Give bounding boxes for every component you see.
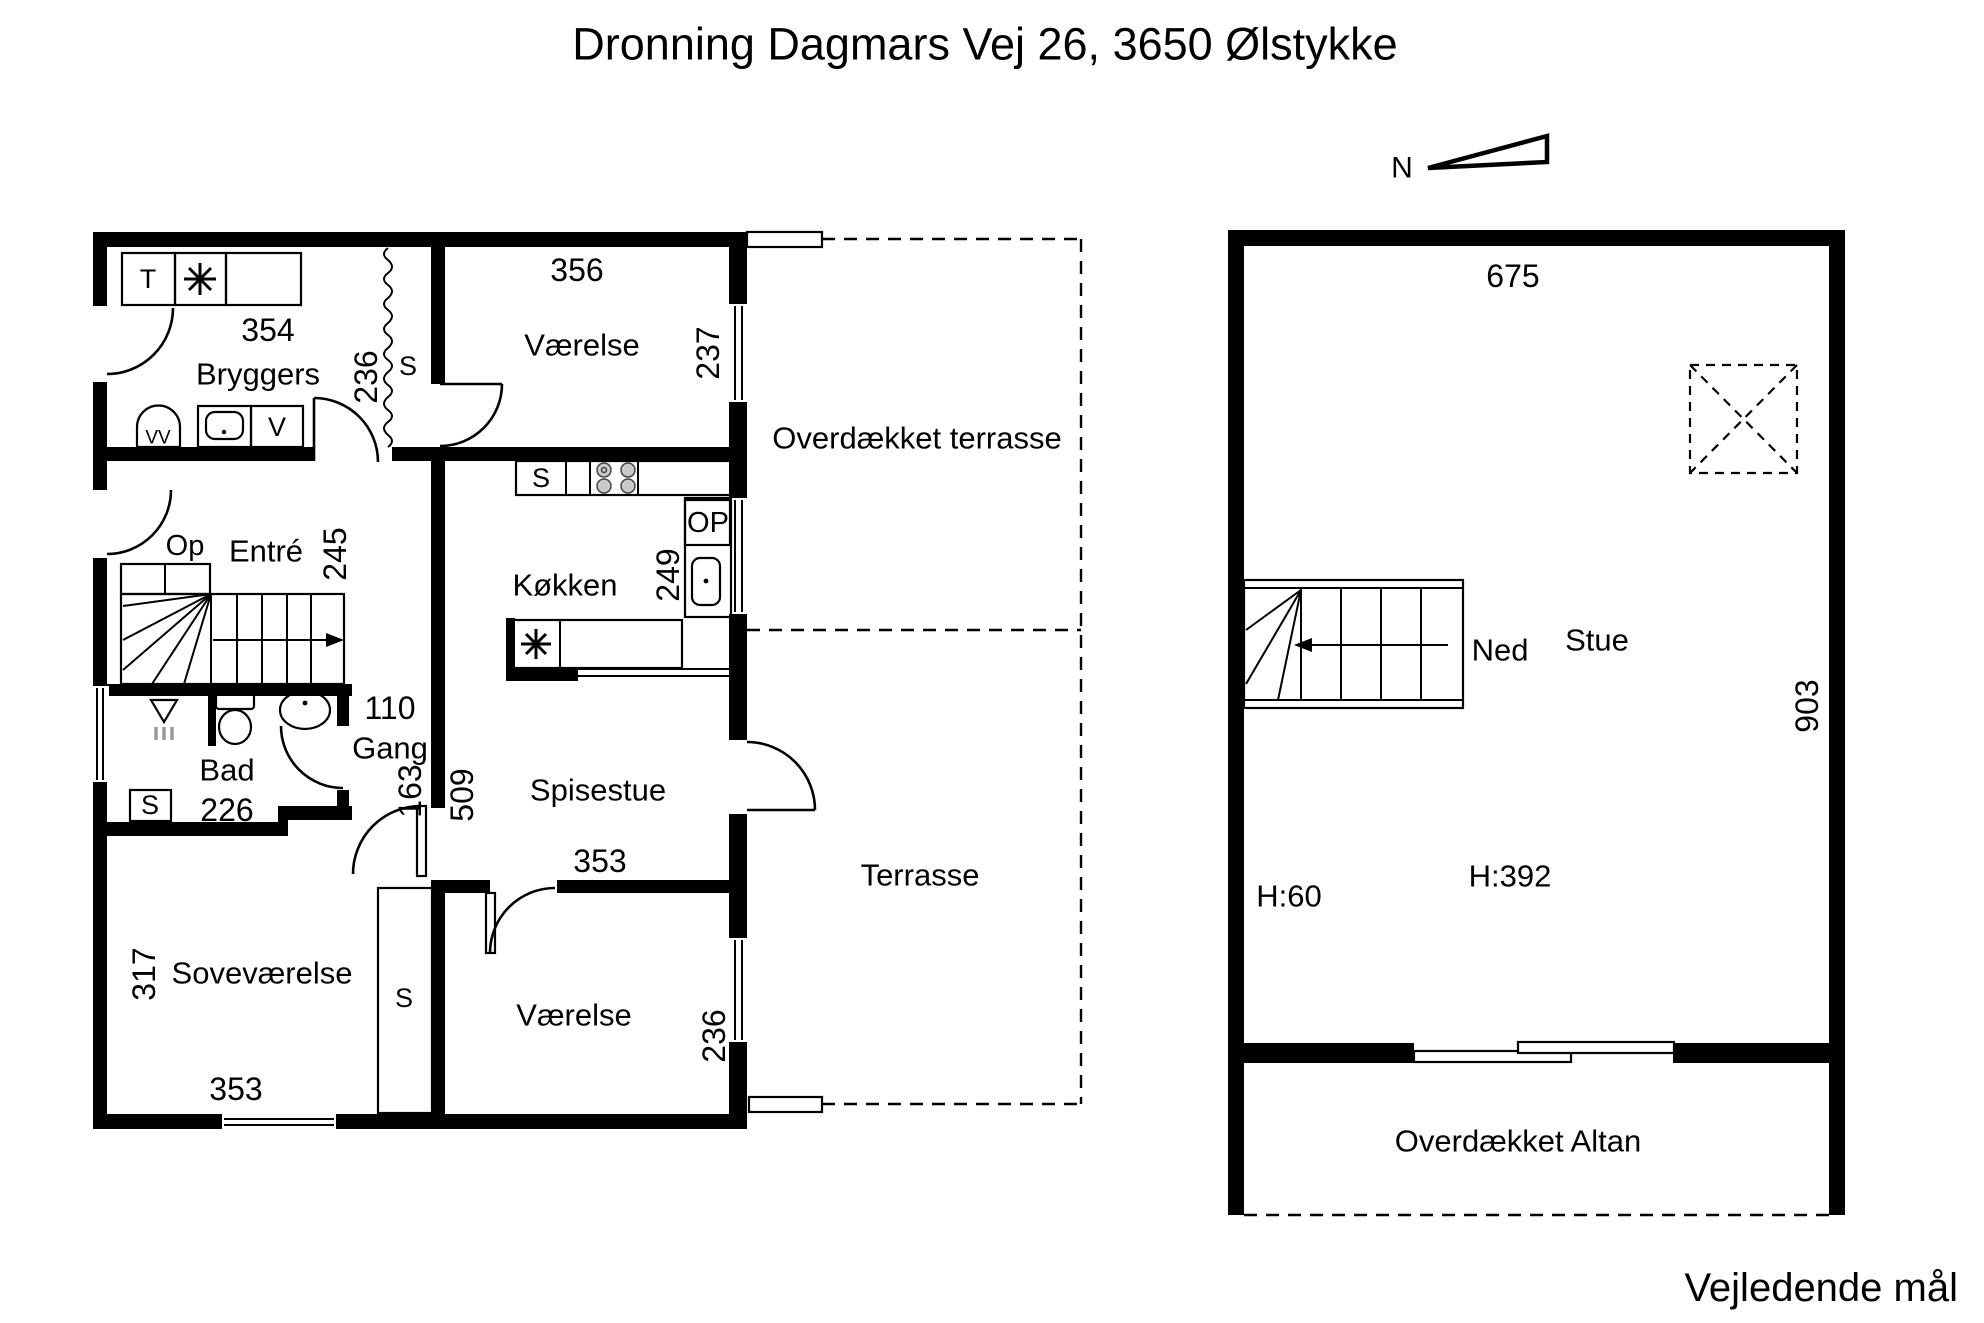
room-vaerelse-ne: Værelse [524,327,640,363]
room-koekken: Køkken [512,567,618,603]
bryggers-width: 354 [241,312,295,348]
stairs-down-label: Ned [1471,632,1529,668]
area-altan: Overdækket Altan [1394,1123,1642,1159]
faucet-dot-icon [222,430,226,434]
koekken-depth: 249 [650,548,686,602]
room-bryggers: Bryggers [195,356,321,392]
room-bad: Bad [199,752,255,788]
page-title: Dronning Dagmars Vej 26, 3650 Ølstykke [572,18,1398,70]
area-overdaekket-terrasse: Overdækket terrasse [772,420,1062,456]
stue-depth: 903 [1789,679,1825,733]
room-vaerelse-se: Værelse [516,997,632,1033]
closet-top-label: S [398,351,418,381]
closet-top-width: 236 [348,350,384,404]
shower-partition [208,696,216,746]
dishwasher-label: OP [687,507,729,539]
stue-height-main: H:392 [1468,858,1552,894]
stue-width: 675 [1486,258,1540,294]
vaerelse-ne-depth: 237 [690,326,726,380]
area-terrasse: Terrasse [860,857,980,893]
washer-label: V [267,412,287,442]
north-label: N [1391,151,1413,185]
bad-width: 226 [200,792,254,828]
stairs-up-label: Op [165,530,205,562]
vaerelse-se-depth: 236 [696,1009,732,1063]
sovevaerelse-width: 353 [209,1071,263,1107]
bad-closet-label: S [140,790,160,820]
sovevaerelse-depth: 317 [126,947,162,1001]
kitchen-cabinet-label: S [531,463,551,493]
closet-bottom-label: S [394,983,414,1013]
room-sovevaerelse: Soveværelse [171,955,353,991]
stue-height-low: H:60 [1256,878,1322,914]
entre-depth: 245 [317,527,353,581]
water-heater-label: VV [145,427,171,449]
footer-note: Vejledende mål [1684,1266,1958,1310]
terrace-step-bottom [749,1097,822,1112]
gang-width: 110 [364,690,416,726]
gang-depth: 163 [392,764,428,818]
room-gang: Gang [352,730,428,766]
spisestue-depth: 509 [444,768,480,822]
dryer-label: T [139,264,157,294]
terrace-step-top [747,232,822,247]
vaerelse-se-width: 353 [573,843,627,879]
vaerelse-ne-width: 356 [550,252,604,288]
room-stue: Stue [1565,622,1629,658]
room-spisestue: Spisestue [529,772,667,808]
room-entre: Entré [228,533,304,569]
